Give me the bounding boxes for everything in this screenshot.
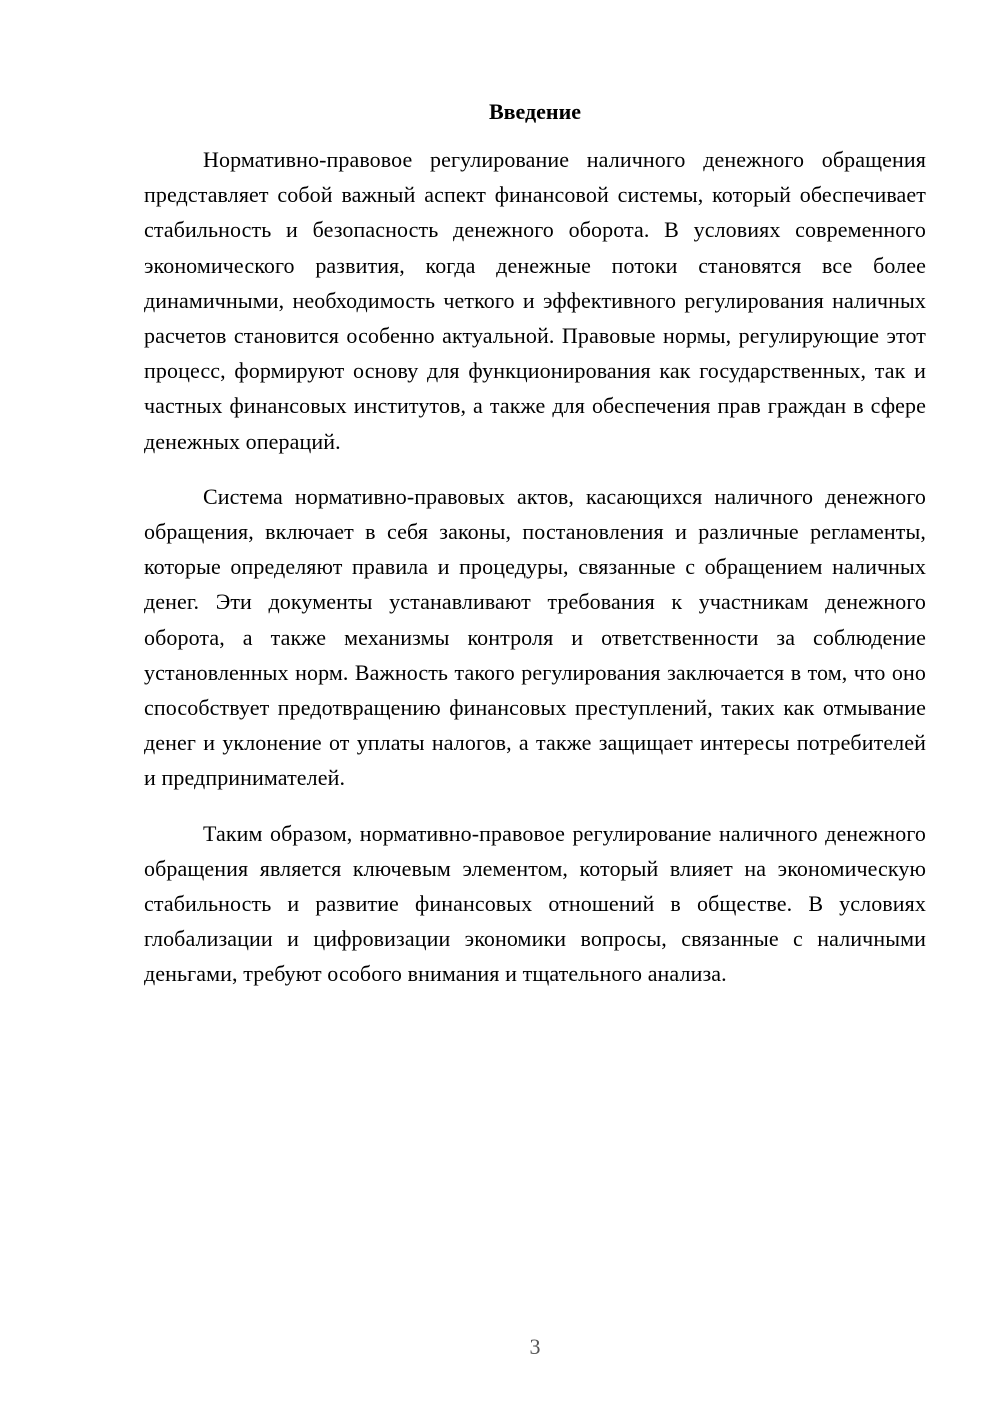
paragraph-1: Нормативно-правовое регулирование наличного денежного обращения представляет собой важный аспект финансовой системы, который обеспечивает стабильность и безопасность денежного оборота. В условиях современного экономического развития, когда денежные потоки становятся все более динамичными, необходимость четкого и эффективного регулирования наличных расчетов становится особенно актуальной. Правовые нормы, регулирующие этот процесс, формируют основу для функционирования как государственных, так и частных финансовых институтов, а также для обеспечения прав граждан в сфере денежных операций. (144, 147, 926, 454)
paragraph-3: Таким образом, нормативно-правовое регулирование наличного денежного обращения является ключевым элементом, который влияет на экономическую стабильность и развитие финансовых отношений в обществе. В условиях глобализации и цифровизации экономики вопросы, связанные с наличными деньгами, требуют особого внимания и тщательного анализа. (144, 820, 926, 987)
body-text (144, 142, 926, 1012)
paragraph-2: Система нормативно-правовых актов, касающихся наличного денежного обращения, включает в себя законы, постановления и различные регламенты, которые определяют правила и процедуры, связанные с обращением наличных денег. Эти документы устанавливают требования к участникам денежного оборота, а также механизмы контроля и ответственности за соблюдение установленных норм. Важность такого регулирования заключается в том, что оно способствует предотвращению финансовых преступлений, таких как отмывание денег и уклонение от уплаты налогов, а также защищает интересы потребителей и предпринимателей. (144, 483, 926, 791)
page-number: 3 (529, 1334, 541, 1359)
section-title: Введение (488, 99, 582, 124)
